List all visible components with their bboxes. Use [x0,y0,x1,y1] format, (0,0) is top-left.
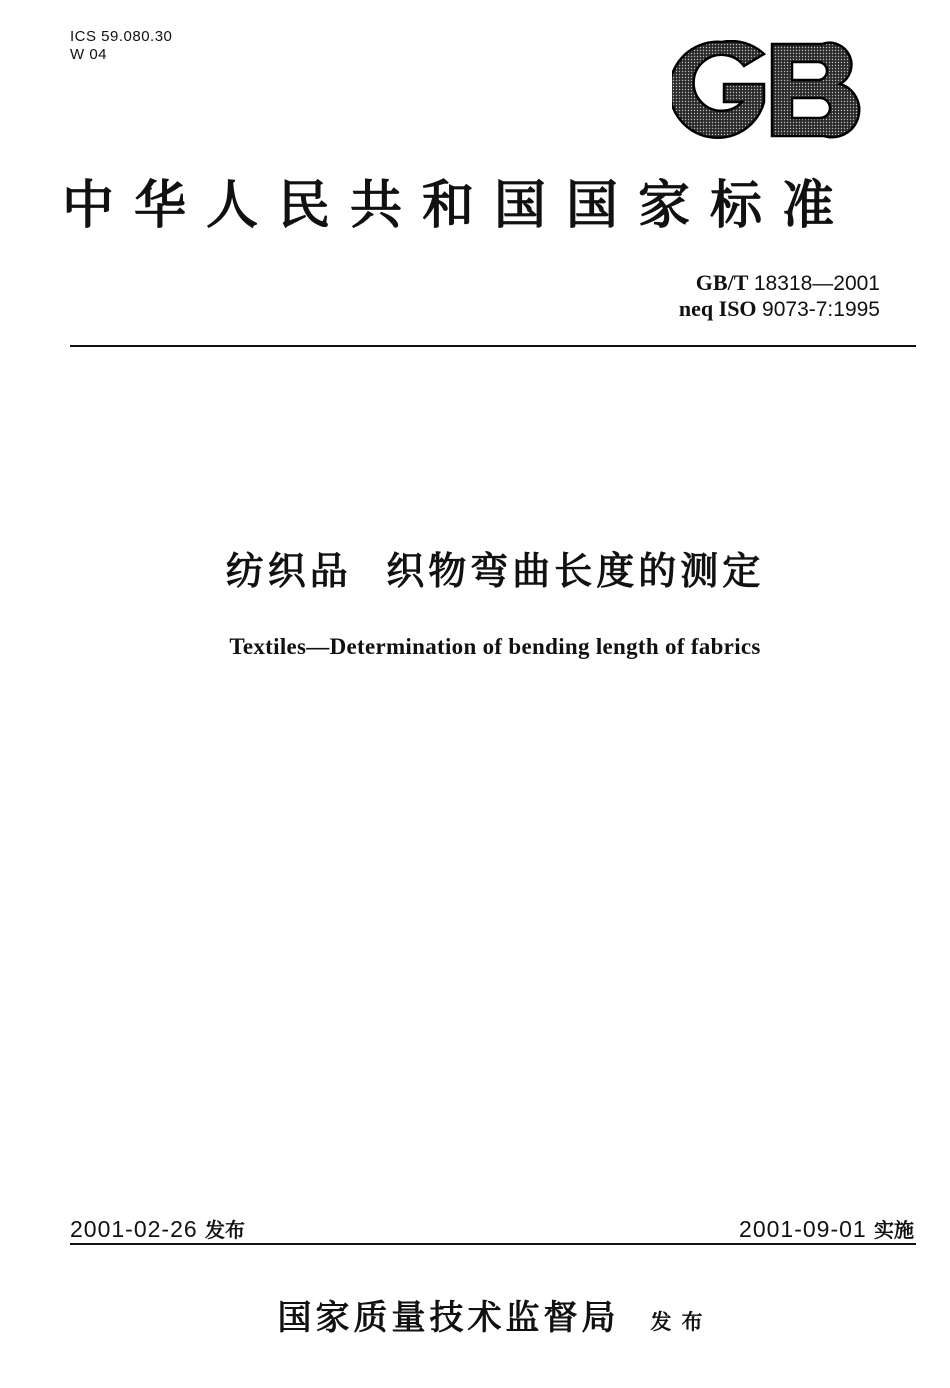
standard-code-prefix: GB/T [695,270,749,295]
footer-issuer [0,1290,950,1339]
standard-code [679,270,880,296]
national-standard-title: 中华人民共和国国家标准 [62,175,855,236]
standard-code-number: 18318—2001 [753,272,880,295]
equivalence-code [679,296,880,322]
issuing-organization: 国家质量技术监督局 [277,1298,620,1338]
title-chinese: 纺织品 织物弯曲长度的测定 [225,549,765,593]
equivalence-prefix: neq ISO [678,296,757,321]
header-rule [70,345,916,347]
issue-date-line [70,1214,245,1243]
implement-date-line [739,1214,914,1243]
implement-date: 2001-09-01 [739,1216,867,1242]
gb-logo [672,40,862,140]
equivalence-number: 9073-7:1995 [762,298,880,321]
issue-label: 发布 [204,1218,245,1242]
logo-text: GB [672,40,674,41]
publish-label: 发布 [650,1310,713,1334]
issue-date: 2001-02-26 [70,1216,198,1242]
title-english: Textiles—Determination of bending length of fabrics [229,634,761,659]
standard-number-block [679,270,880,322]
ccs-code: W 04 [70,46,108,63]
ics-code: ICS 59.080.30 [70,28,173,45]
implement-label: 实施 [874,1218,914,1242]
classification-codes [70,28,172,64]
footer-rule [70,1243,916,1245]
